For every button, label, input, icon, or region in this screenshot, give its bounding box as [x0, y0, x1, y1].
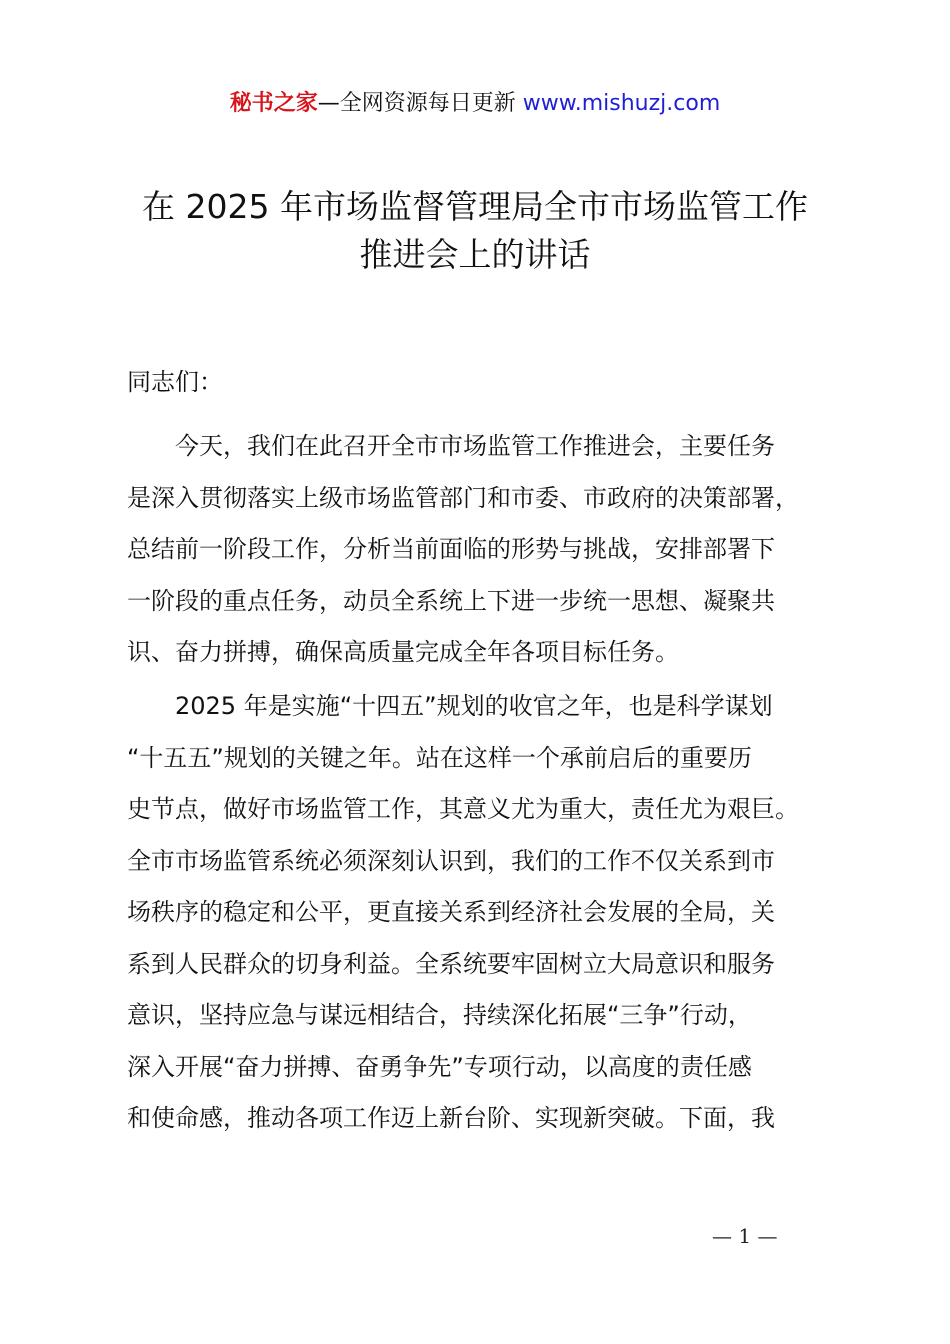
paragraph-line: 总结前一阶段工作，分析当前面临的形势与挑战，安排部署下 [127, 535, 775, 563]
site-name: 秘书之家 [229, 91, 318, 116]
document-title [80, 183, 870, 279]
paragraph-line: “十五五”规划的关键之年。站在这样一个承前启后的重要历 [127, 743, 752, 772]
paragraph-2 [127, 681, 847, 1145]
page-number: — 1 — [712, 1224, 778, 1248]
paragraph-line: 一阶段的重点任务，动员全系统上下进一步统一思想、凝聚共 [127, 586, 775, 615]
paragraph-line: 系到人民群众的切身利益。全系统要牢固树立大局意识和服务 [127, 949, 775, 978]
paragraph-line: 深入开展“奋力拼搏、奋勇争先”专项行动，以高度的责任感 [127, 1052, 752, 1081]
paragraph-line: 场秩序的稳定和公平，更直接关系到经济社会发展的全局，关 [127, 898, 775, 926]
paragraph-1 [127, 421, 847, 679]
title-line-2: 推进会上的讲话 [359, 235, 591, 274]
title-line-1: 在 2025 年市场监督管理局全市市场监管工作 [142, 187, 808, 226]
site-url-link[interactable]: www.mishuzj.com [522, 91, 721, 116]
salutation: 同志们： [127, 368, 223, 396]
paragraph-line: 全市市场监管系统必须深刻认识到，我们的工作不仅关系到市 [127, 846, 775, 875]
paragraph-line: 是深入贯彻落实上级市场监管部门和市委、市政府的决策部署， [127, 483, 799, 512]
paragraph-line: 今天，我们在此召开全市市场监管工作推进会，主要任务 [127, 432, 775, 460]
paragraph-line: 识、奋力拼搏，确保高质量完成全年各项目标任务。 [127, 638, 679, 666]
paragraph-line: 2025 年是实施“十四五”规划的收官之年，也是科学谋划 [127, 692, 773, 720]
paragraph-line: 和使命感，推动各项工作迈上新台阶、实现新突破。下面，我 [127, 1104, 775, 1132]
site-tagline: —全网资源每日更新 [317, 91, 516, 116]
site-header [0, 88, 950, 120]
paragraph-line: 史节点，做好市场监管工作，其意义尤为重大，责任尤为艰巨。 [127, 795, 799, 823]
paragraph-line: 意识，坚持应急与谋远相结合，持续深化拓展“三争”行动， [127, 1001, 752, 1029]
